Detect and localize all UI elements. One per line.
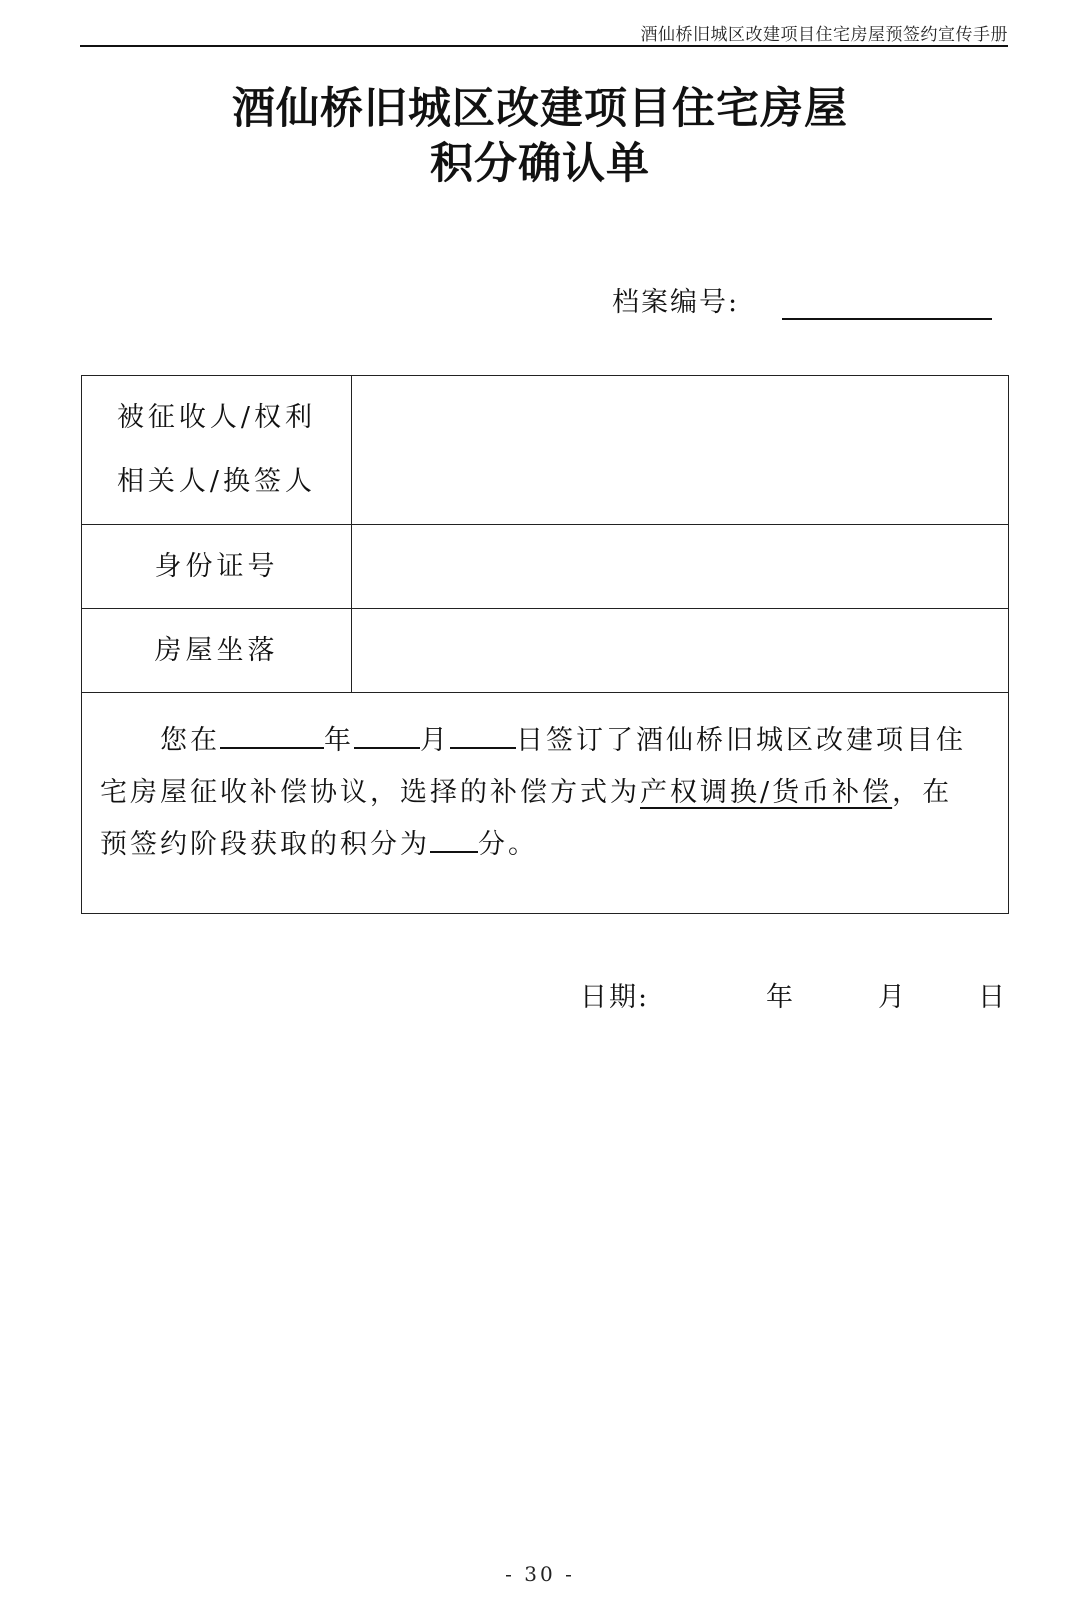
id-number-label [82,525,352,608]
sign-month-field[interactable] [354,717,420,749]
date-month-unit: 月 [878,982,907,1013]
page-number: - 30 - [505,1562,575,1586]
month-unit: 月 [420,725,450,756]
confirmation-form [81,375,1009,914]
running-header: 酒仙桥旧城区改建项目住宅房屋预签约宣传手册 [640,25,1008,45]
document-title-line2: 积分确认单 [430,139,650,189]
id-number-value-field[interactable] [352,525,1008,608]
id-number-label-text: 身份证号 [154,550,279,582]
claimant-value-field[interactable] [352,376,1008,524]
statement-points-text: ，在预签约阶段获取的积分为 [100,777,953,860]
document-title-line1: 酒仙桥旧城区改建项目住宅房屋 [232,84,848,134]
location-label [82,609,352,692]
points-unit: 分。 [478,829,538,860]
header-divider [80,45,1008,47]
claimant-label [82,376,352,524]
form-row-claimant [82,376,1008,525]
sign-day-field[interactable] [450,717,516,749]
date-line [580,975,1007,1014]
statement-agreement-text: 日签订了酒仙桥旧城区改建项目住宅房屋征收补偿协议，选择的补偿方式为 [100,725,966,808]
form-row-id-number [82,525,1008,609]
date-label: 日期: [580,982,650,1013]
claimant-label-line1: 被征收人/权利 [116,402,317,433]
form-row-location [82,609,1008,693]
location-label-text: 房屋坐落 [154,634,279,666]
year-unit: 年 [324,725,354,756]
form-row-statement [82,693,1008,913]
statement-intro: 您在 [160,725,220,756]
points-field[interactable] [430,821,478,853]
sign-year-field[interactable] [220,717,324,749]
archive-number-label: 档案编号: [612,287,740,318]
statement-paragraph [82,693,1008,871]
compensation-method: 产权调换/货币补偿 [640,777,893,808]
date-day-unit: 日 [978,982,1007,1013]
archive-number-field[interactable] [782,318,992,320]
location-value-field[interactable] [352,609,1008,692]
claimant-label-line2: 相关人/换签人 [116,466,317,497]
date-year-unit: 年 [766,982,795,1013]
